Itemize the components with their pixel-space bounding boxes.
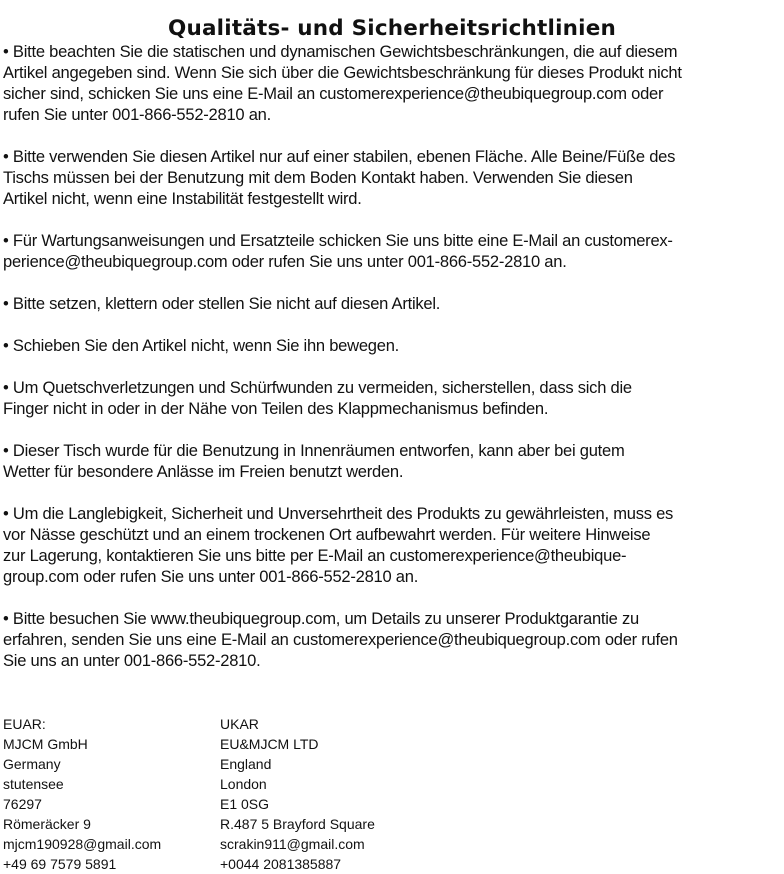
bullet-marker: • — [3, 504, 9, 523]
guideline-line: • Schieben Sie den Artikel nicht, wenn Sie ihn bewegen. — [3, 336, 400, 355]
guideline-line: • Bitte beachten Sie die statischen und dynamischen Gewichtsbeschränkungen, die auf diesem — [3, 42, 678, 61]
guideline-line: • Bitte setzen, klettern oder stellen Sie nicht auf diesen Artikel. — [3, 294, 441, 313]
address-label: UKAR — [220, 716, 259, 732]
guideline-line: • Dieser Tisch wurde für die Benutzung in Innenräumen entworfen, kann aber bei gutem — [3, 441, 625, 460]
eu-representative-address — [3, 714, 161, 874]
guideline-item — [3, 608, 783, 671]
address-postcode: 76297 — [3, 796, 42, 812]
guideline-line: Finger nicht in oder in der Nähe von Teilen des Klappmechanismus befinden. — [3, 399, 549, 418]
address-country: Germany — [3, 756, 61, 772]
bullet-marker: • — [3, 378, 9, 397]
address-email: scrakin911@gmail.com — [220, 836, 365, 852]
guideline-item — [3, 377, 783, 419]
guideline-line: Wetter für besondere Anlässe im Freien benutzt werden. — [3, 462, 404, 481]
guideline-item — [3, 440, 783, 482]
address-company: MJCM GmbH — [3, 736, 88, 752]
address-street: Römeräcker 9 — [3, 816, 91, 832]
guideline-line: • Um Quetschverletzungen und Schürfwunden zu vermeiden, sicherstellen, dass sich die — [3, 378, 632, 397]
bullet-marker: • — [3, 42, 9, 61]
address-country: England — [220, 756, 272, 772]
guideline-item — [3, 335, 783, 356]
address-street: R.487 5 Brayford Square — [220, 816, 375, 832]
bullet-marker: • — [3, 294, 9, 313]
bullet-marker: • — [3, 609, 9, 628]
page-title: Qualitäts- und Sicherheitsrichtlinien — [167, 16, 616, 42]
bullet-marker: • — [3, 336, 9, 355]
address-phone: +0044 2081385887 — [220, 856, 342, 872]
guideline-line: Artikel nicht, wenn eine Instabilität festgestellt wird. — [3, 189, 362, 208]
guidelines-list — [3, 41, 783, 692]
address-phone: +49 69 7579 5891 — [3, 856, 117, 872]
address-city: stutensee — [3, 776, 64, 792]
guideline-line: sicher sind, schicken Sie uns eine E-Mail an customerexperience@theubiquegroup.com oder — [3, 84, 664, 103]
guideline-line: Tischs müssen bei der Benutzung mit dem Boden Kontakt haben. Verwenden Sie diesen — [3, 168, 633, 187]
guideline-item — [3, 230, 783, 272]
guideline-line: • Um die Langlebigkeit, Sicherheit und Unversehrtheit des Produkts zu gewährleisten, muss es — [3, 504, 674, 523]
guideline-line: zur Lagerung, kontaktieren Sie uns bitte per E-Mail an customerexperience@theubique- — [3, 546, 627, 565]
guideline-line: • Bitte verwenden Sie diesen Artikel nur auf einer stabilen, ebenen Fläche. Alle Beine/Füße des — [3, 147, 676, 166]
guideline-line: • Bitte besuchen Sie www.theubiquegroup.com, um Details zu unserer Produktgarantie zu — [3, 609, 639, 628]
bullet-marker: • — [3, 441, 9, 460]
address-email: mjcm190928@gmail.com — [3, 836, 162, 852]
guideline-item — [3, 503, 783, 587]
bullet-marker: • — [3, 231, 9, 250]
guideline-item — [3, 146, 783, 209]
address-label: EUAR: — [3, 716, 46, 732]
bullet-marker: • — [3, 147, 9, 166]
guideline-line: • Für Wartungsanweisungen und Ersatzteile schicken Sie uns bitte eine E-Mail an customerex- — [3, 231, 673, 250]
guideline-line: group.com oder rufen Sie uns unter 001-866-552-2810 an. — [3, 567, 419, 586]
guideline-item — [3, 41, 783, 125]
guideline-line: vor Nässe geschützt und an einem trockenen Ort aufbewahrt werden. Für weitere Hinweise — [3, 525, 651, 544]
address-city: London — [220, 776, 267, 792]
address-company: EU&MJCM LTD — [220, 736, 319, 752]
guideline-line: rufen Sie unter 001-866-552-2810 an. — [3, 105, 271, 124]
guideline-line: Artikel angegeben sind. Wenn Sie sich über die Gewichtsbeschränkung für dieses Produkt nicht — [3, 63, 682, 82]
uk-representative-address — [220, 714, 375, 874]
guideline-item — [3, 293, 783, 314]
guideline-line: erfahren, senden Sie uns eine E-Mail an customerexperience@theubiquegroup.com oder rufen — [3, 630, 678, 649]
guideline-line: Sie uns an unter 001-866-552-2810. — [3, 651, 261, 670]
guideline-line: perience@theubiquegroup.com oder rufen Sie uns unter 001-866-552-2810 an. — [3, 252, 567, 271]
address-postcode: E1 0SG — [220, 796, 270, 812]
